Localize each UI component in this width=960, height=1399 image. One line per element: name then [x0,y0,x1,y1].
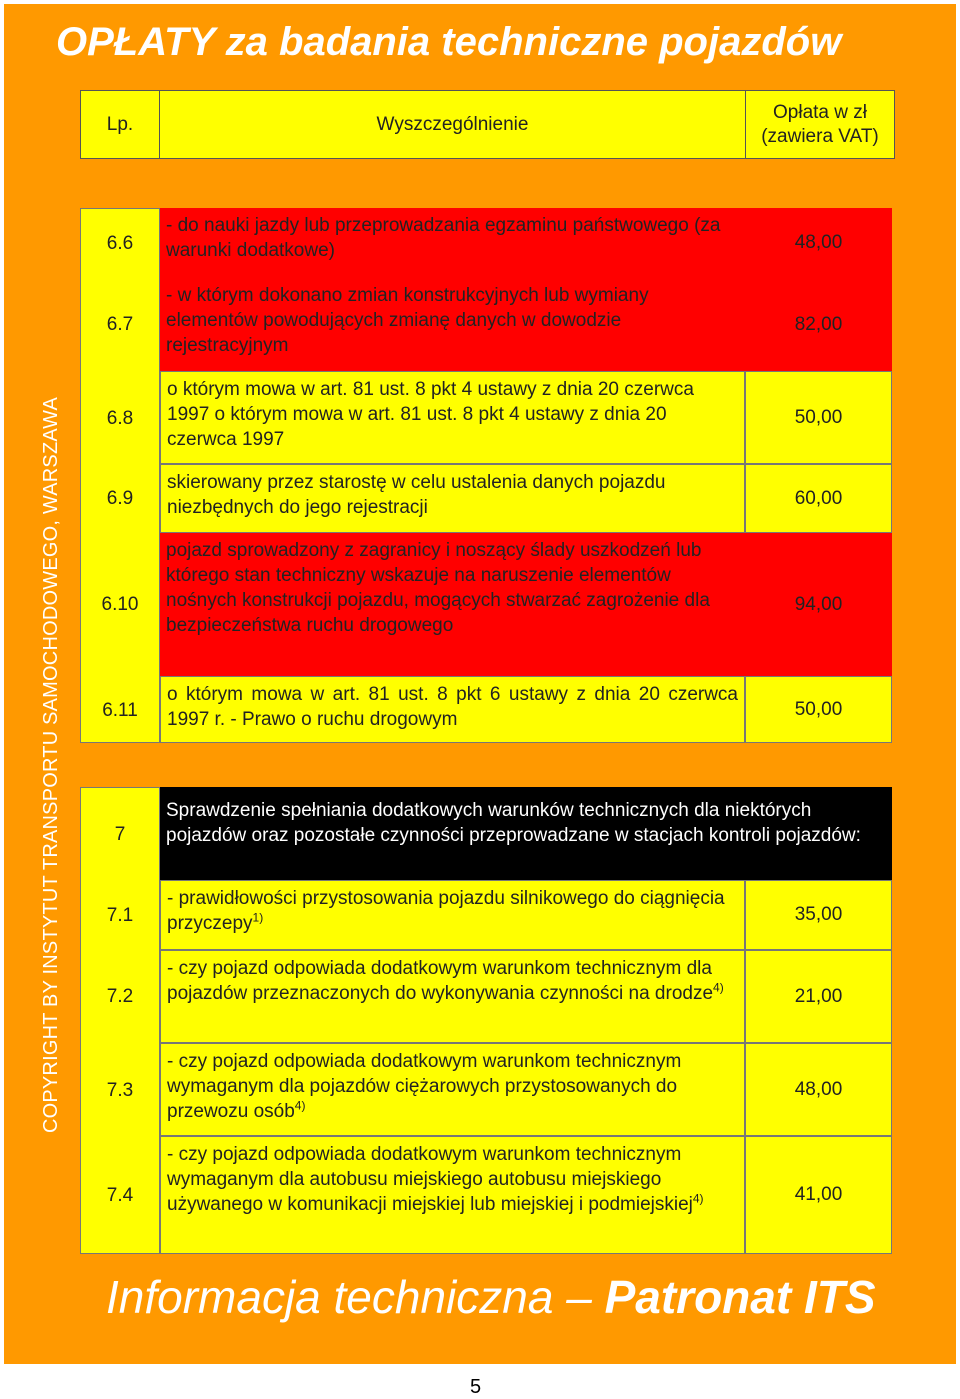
row-lp: 7.1 [106,905,134,926]
header-price [745,90,895,159]
header-description [159,90,746,159]
header-lp [80,90,160,159]
row-lp: 6.10 [101,594,139,615]
table-row-description [160,880,745,950]
footnote-marker: 4) [294,1098,306,1113]
footer-text: Informacja techniczna – [106,1271,605,1323]
row-lp: 6.8 [106,408,134,429]
row-lp: 6.9 [106,488,134,509]
table-row-price: 94,00 [745,533,892,676]
table-row-description: pojazd sprowadzony z zagranicy i noszący ślady uszkodzeń lub którego stan techniczny wskazuje na naruszenie elementów nośnych konstrukcji pojazdu, mogących stwarzać zagrożenie dla bezpieczeństwa ruchu drogowego [160,533,745,676]
row-text: - prawidłowości przystosowania pojazdu silnikowego do ciągnięcia przyczepy [167,888,725,934]
table-row-description [160,950,745,1043]
row-text: - czy pojazd odpowiada dodatkowym warunkom technicznym wymaganym dla pojazdów ciężarowych przystosowanych do przewozu osób [167,1051,682,1122]
row-lp: 6.7 [106,314,134,335]
table-row-description [160,1043,745,1136]
section-heading: Sprawdzenie spełniania dodatkowych warunków technicznych dla niektórych pojazdów oraz pozostałe czynności przeprowadzane w stacjach kontroli pojazdów: [160,787,892,880]
header-lp-label: Lp. [106,113,134,135]
row-text: - czy pojazd odpowiada dodatkowym warunkom technicznym dla pojazdów przeznaczonych do wykonywania czynności na drodze [167,958,714,1004]
footnote-marker: 1) [252,910,264,925]
table-row-description: o którym mowa w art. 81 ust. 8 pkt 4 ustawy z dnia 20 czerwca 1997 o którym mowa w art. 81 ust. 8 pkt 4 ustawy z dnia 20 czerwca 1997 [160,371,745,464]
table-row-price: 60,00 [745,464,892,533]
table-row-price: 41,00 [745,1136,892,1254]
table-row-description: - w którym dokonano zmian konstrukcyjnych lub wymiany elementów powodujących zmianę danych w dowodzie rejestracyjnym [160,278,745,371]
table-row-price: 48,00 [745,1043,892,1136]
table-row-description [160,1136,745,1254]
lp-column-block-6 [80,208,160,743]
footnote-marker: 4) [692,1191,704,1206]
table-row-price: 35,00 [745,880,892,950]
footer-patronat: Patronat ITS [604,1271,876,1323]
footer-banner [106,1270,876,1324]
row-lp: 6.11 [102,700,138,721]
row-lp: 7.4 [106,1185,134,1206]
page-number: 5 [470,1376,482,1398]
table-row-price: 21,00 [745,950,892,1043]
row-lp: 6.6 [106,233,134,254]
row-lp: 7 [114,824,126,845]
header-description-label: Wyszczególnienie [376,113,529,135]
copyright-vertical-text: COPYRIGHT BY INSTYTUT TRANSPORTU SAMOCHODOWEGO, WARSZAWA [40,396,62,1134]
table-row-description: o którym mowa w art. 81 ust. 8 pkt 6 ustawy z dnia 20 czerwca 1997 r. - Prawo o ruchu drogowym [160,676,745,743]
lp-column-block-7 [80,787,160,1254]
row-lp: 7.2 [106,986,134,1007]
footnote-marker: 4) [713,980,724,995]
table-row-price: 50,00 [745,676,892,743]
table-row-description: - do nauki jazdy lub przeprowadzania egzaminu państwowego (za warunki dodatkowe) [160,208,745,278]
table-row-price: 48,00 [745,208,892,278]
row-lp: 7.3 [106,1080,134,1101]
header-price-vat: (zawiera VAT) [761,125,879,147]
row-text: - czy pojazd odpowiada dodatkowym warunkom technicznym wymaganym dla autobusu miejskiego autobusu miejskiego używanego w komunikacji miejskiej lub miejskiej i podmiejskiej [167,1144,693,1215]
header-price-label: Opłata w zł [773,101,867,123]
table-row-price: 82,00 [745,278,892,371]
table-row-description: skierowany przez starostę w celu ustalenia danych pojazdu niezbędnych do jego rejestracji [160,464,745,533]
table-row-price: 50,00 [745,371,892,464]
page-title: OPŁATY za badania techniczne pojazdów [56,20,842,64]
